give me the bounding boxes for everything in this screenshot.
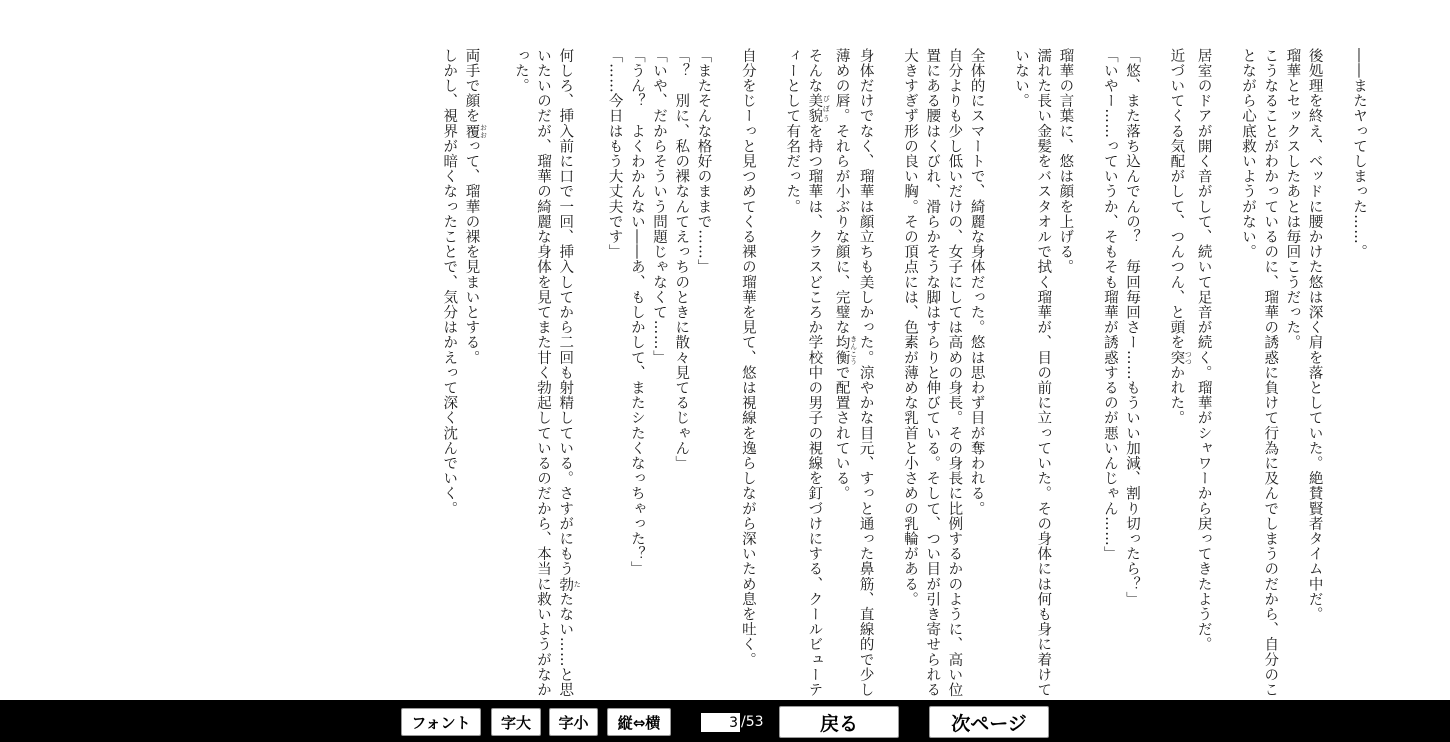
blank-line: [1076, 48, 1098, 703]
text-paragraph: 「悠、また落ち込んでんの？ 毎回毎回さー……もういい加減、割り切ったら？」: [1124, 48, 1141, 607]
text-paragraph: 「……今日はもう大丈夫です」: [606, 48, 623, 260]
text-paragraph: 「？ 別に、私の裸なんてえっちのときに散々見てるじゃん」: [673, 48, 690, 471]
ruby-annotation: 美貌 びぼう: [806, 93, 831, 124]
blank-line: [1215, 48, 1237, 703]
text-paragraph: 「またそんな格好のままで……」: [695, 48, 712, 275]
blank-line: [714, 48, 736, 703]
blank-line: [988, 48, 1010, 703]
ruby-annotation: 勃 た: [557, 576, 582, 592]
text-paragraph: 身体だけでなく、瑠華は顔立ちも美しかった。涼やかな目元、すっと通った鼻筋、直線的で少し薄めの唇。それらが小ぶりな顔に、完璧な均衡 きんこうで配置されている。: [833, 48, 874, 698]
text-paragraph: 濡れた長い金髪をバスタオルで拭く瑠華が、目の前に立っていた。その身体には何も身に着けていない。: [1013, 48, 1052, 698]
reader-area: [380, 48, 1370, 703]
text-paragraph: そんな美貌 びぼうを持つ瑠華は、クラスどころか学校中の男子の視線を釘づけにする、クールビューティーとして有名だった。: [784, 48, 831, 698]
orientation-toggle-button[interactable]: 縦⇔横: [607, 708, 671, 736]
text-paragraph: こうなることがわかっているのに、瑠華の誘惑に負けて行為に及んでしまうのだから、自分のことながら心底救いようがない。: [1240, 48, 1279, 698]
text-paragraph: 後処理を終え、ベッドに腰かけた悠は深く肩を落としていた。絶賛賢者タイム中だ。: [1306, 48, 1323, 622]
text-paragraph: 瑠華とセックスしたあとは毎回こうだった。: [1284, 48, 1301, 350]
ruby-annotation: 突 つつ: [1168, 350, 1193, 366]
ruby-annotation: 覆 おお: [463, 123, 488, 139]
text-paragraph: 「いや、だからそういう問題じゃなくて……」: [651, 48, 668, 366]
font-size-up-button[interactable]: 字大: [491, 708, 541, 736]
text-paragraph: 自分よりも少し低いだけの、女子にしては高めの身長。その身長に比例するかのように、高い位置にある腰はくびれ、滑らかそうな脚はすらりと伸びている。そして、つい目が引き寄せられる大きすぎず形の良い胸。その頂点には、色素が薄めな乳首と小さめの乳輪がある。: [902, 48, 963, 698]
text-paragraph: 自分をじーっと見つめてくる裸の瑠華を見て、悠は視線を逸らしながら深いため息を吐く。: [739, 48, 756, 668]
text-paragraph: 全体的にスマートで、綺麗な身体だった。悠は思わず目が奪われる。: [968, 48, 985, 517]
text-paragraph: 近づいてくる気配がして、つんつん、と頭を突 つつかれた。: [1168, 48, 1193, 426]
page-total-label: /53: [741, 714, 764, 730]
font-button[interactable]: フォント: [401, 708, 481, 736]
text-paragraph: 何しろ、挿入前に口で一回、挿入してから二回も射精している。さすがにもう勃 たたない……と思いたいのだが、瑠華の綺麗な身体を見てまた甘く勃起しているのだから、本当に救いようがなかった。: [512, 48, 582, 698]
text-paragraph: ――またヤってしまった……。: [1351, 48, 1367, 260]
text-paragraph: 両手で顔を覆 おおって、瑠華の裸を見まいとする。: [463, 48, 488, 366]
vertical-text-body: [380, 48, 1370, 703]
blank-line: [1143, 48, 1165, 703]
blank-line: [759, 48, 781, 703]
blank-line: [581, 48, 603, 703]
text-paragraph: 「うん？ よくわかんない――あ、もしかして、またシたくなっちゃった？」: [628, 48, 645, 577]
text-paragraph: 瑠華の言葉に、悠は顔を上げる。: [1057, 48, 1074, 275]
blank-line: [487, 48, 509, 703]
ruby-annotation: 均衡 きんこう: [833, 334, 858, 366]
bottom-toolbar: [0, 700, 1450, 742]
text-paragraph: 居室のドアが開く音がして、続いて足音が続く。瑠華がシャワーから戻ってきたようだ。: [1195, 48, 1212, 652]
page-number-input[interactable]: [701, 713, 740, 732]
blank-line: [1326, 48, 1348, 703]
text-paragraph: 「いやー……っていうか、そもそも瑠華が誘惑するのが悪いんじゃん……」: [1101, 48, 1118, 562]
text-paragraph: しかし、視界が暗くなったことで、気分はかえって深く沈んでいく。: [441, 48, 458, 517]
font-size-down-button[interactable]: 字小: [549, 708, 598, 736]
blank-line: [877, 48, 899, 703]
back-button[interactable]: 戻る: [779, 706, 899, 738]
next-page-button[interactable]: 次ページ: [929, 706, 1049, 738]
